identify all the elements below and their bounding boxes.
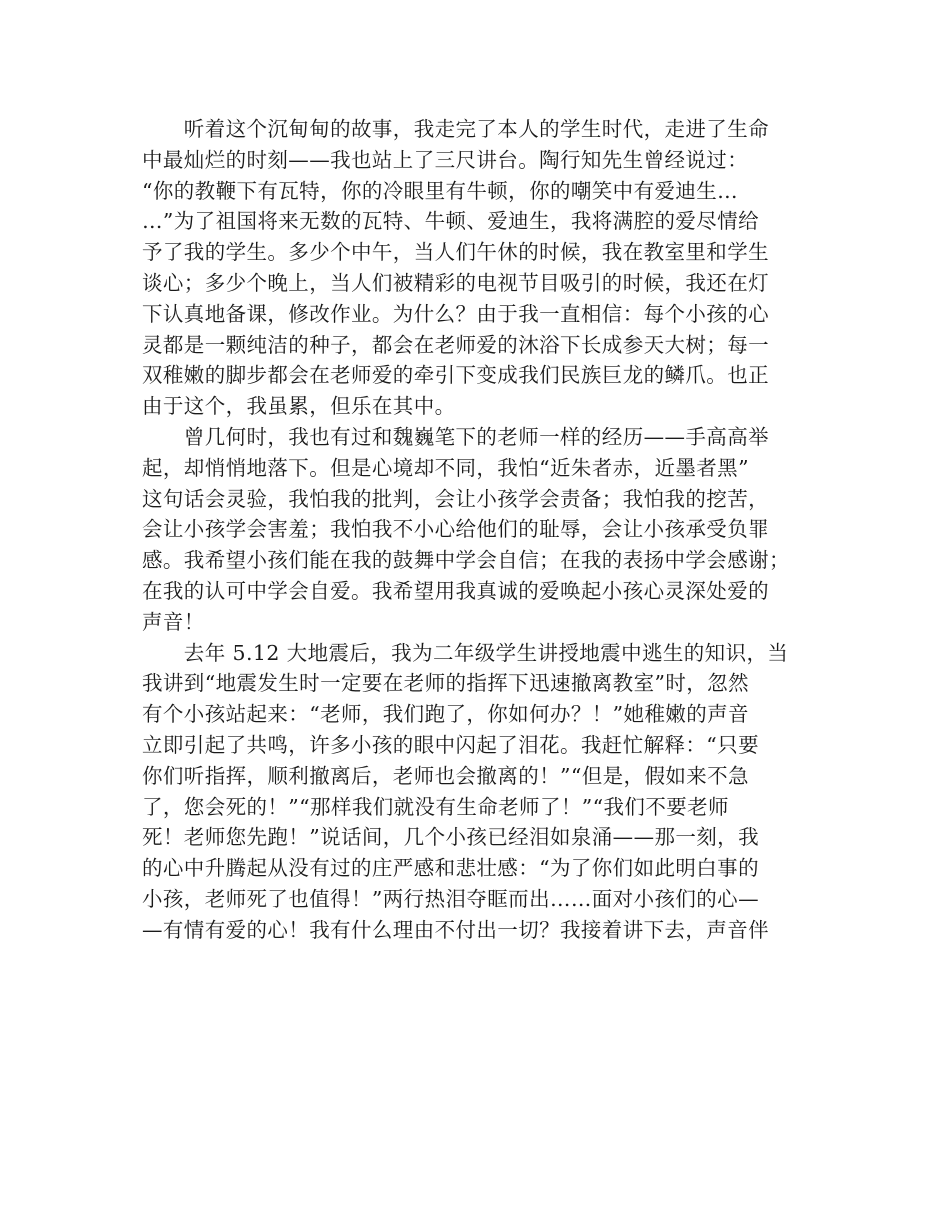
text-line: 由于这个，我虽累，但乐在其中。 — [142, 394, 456, 419]
text-line: 了，您会死的！”“那样我们就没有生命老师了！”“我们不要老师 — [142, 794, 729, 819]
text-line: 曾几何时，我也有过和魏巍笔下的老师一样的经历——手高高举 — [142, 424, 769, 449]
text-line: 小孩，老师死了也值得！”两行热泪夺眶而出……面对小孩们的心— — [142, 886, 759, 911]
text-line: 双稚嫩的脚步都会在老师爱的牵引下变成我们民族巨龙的鳞爪。也正 — [142, 363, 769, 388]
text-line: 听着这个沉甸甸的故事，我走完了本人的学生时代，走进了生命 — [142, 117, 769, 141]
text-line: …”为了祖国将来无数的瓦特、牛顿、爱迪生，我将满腔的爱尽情给 — [142, 209, 759, 234]
text-line: 下认真地备课，修改作业。为什么？由于我一直相信：每个小孩的心 — [142, 301, 769, 326]
text-line: 起，却悄悄地落下。但是心境却不同，我怕“近朱者赤，近墨者黑” — [142, 455, 749, 480]
text-line: 去年 5.12 大地震后，我为二年级学生讲授地震中逃生的知识，当 — [142, 640, 789, 665]
text-line: 声音！ — [142, 609, 205, 634]
text-line: 死！老师您先跑！”说话间，几个小孩已经泪如泉涌——那一刻，我 — [142, 825, 759, 850]
text-line: 立即引起了共鸣，许多小孩的眼中闪起了泪花。我赶忙解释：“只要 — [142, 732, 759, 757]
text-line: 我讲到“地震发生时一定要在老师的指挥下迅速撤离教室”时，忽然 — [142, 671, 749, 696]
text-line: 灵都是一颗纯洁的种子，都会在老师爱的沐浴下长成参天大树；每一 — [142, 332, 769, 357]
body-text — [142, 114, 814, 946]
text-line: 感。我希望小孩们能在我的鼓舞中学会自信；在我的表扬中学会感谢； — [142, 548, 790, 573]
text-line: —有情有爱的心！我有什么理由不付出一切？我接着讲下去，声音伴 — [142, 917, 769, 942]
text-line: 会让小孩学会害羞；我怕我不小心给他们的耻辱，会让小孩承受负罪 — [142, 517, 769, 542]
text-line: 在我的认可中学会自爱。我希望用我真诚的爱唤起小孩心灵深处爱的 — [142, 578, 769, 603]
text-line: 的心中升腾起从没有过的庄严感和悲壮感：“为了你们如此明白事的 — [142, 856, 759, 881]
text-line: 予了我的学生。多少个中午，当人们午休的时候，我在教室里和学生 — [142, 240, 769, 265]
text-line: 你们听指挥，顺利撤离后，老师也会撤离的！”“但是，假如来不急 — [142, 763, 749, 788]
text-line: 这句话会灵验，我怕我的批判，会让小孩学会责备；我怕我的挖苦， — [142, 486, 769, 511]
text-line: 中最灿烂的时刻——我也站上了三尺讲台。陶行知先生曾经说过： — [142, 147, 749, 172]
text-line: “你的教鞭下有瓦特，你的冷眼里有牛顿，你的嘲笑中有爱迪生… — [142, 178, 739, 203]
text-line: 有个小孩站起来：“老师，我们跑了，你如何办？！”她稚嫩的声音 — [142, 702, 749, 727]
text-line: 谈心；多少个晚上，当人们被精彩的电视节目吸引的时候，我还在灯 — [142, 270, 769, 295]
